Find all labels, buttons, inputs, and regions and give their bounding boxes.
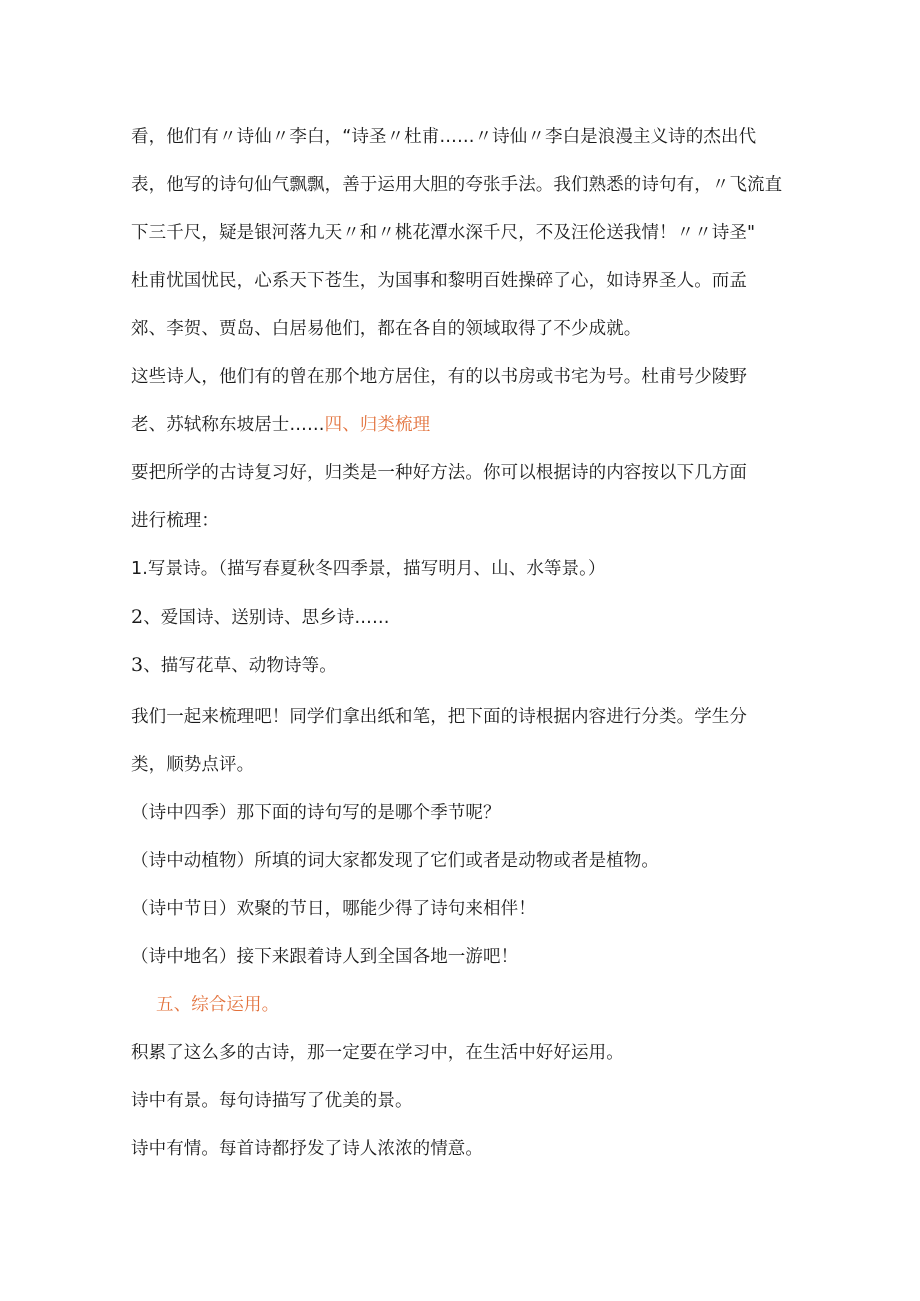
list-text: 、爱国诗、送别诗、思乡诗…… bbox=[143, 608, 390, 628]
text-line: 下三千尺，疑是银河落九天〃和〃桃花潭水深千尺，不及汪伦送我情！〃〃诗圣" bbox=[131, 223, 756, 243]
text-line: 这些诗人，他们有的曾在那个地方居住，有的以书房或书宅为号。杜甫号少陵野 bbox=[131, 367, 747, 387]
text-line: 积累了这么多的古诗，那一定要在学习中，在生活中好好运用。 bbox=[131, 1043, 624, 1063]
text-line: 诗中有情。每首诗都抒发了诗人浓浓的情意。 bbox=[131, 1139, 483, 1159]
category-item: （诗中四季）那下面的诗句写的是哪个季节呢？ bbox=[131, 803, 501, 823]
text-line: 郊、李贺、贾岛、白居易他们，都在各自的领域取得了不少成就。 bbox=[131, 319, 642, 339]
list-number: 3 bbox=[131, 654, 144, 676]
list-text: 、描写花草、动物诗等。 bbox=[143, 656, 337, 676]
text-fragment: 老、苏轼称东坡居士…… bbox=[131, 415, 325, 435]
text-line: 看，他们有〃诗仙〃李白，“诗圣〃杜甫……〃诗仙〃李白是浪漫主义诗的杰出代 bbox=[131, 127, 757, 147]
list-item bbox=[131, 557, 606, 581]
section-heading-4: 四、归类梳理 bbox=[324, 415, 431, 435]
category-item: （诗中节日）欢聚的节日，哪能少得了诗句来相伴！ bbox=[131, 899, 536, 919]
text-line: 表，他写的诗句仙气飘飘，善于运用大胆的夸张手法。我们熟悉的诗句有，〃飞流直 bbox=[131, 175, 783, 195]
list-text: 写景诗。（描写春夏秋冬四季景，描写明月、山、水等景。） bbox=[147, 559, 606, 579]
text-line: 类，顺势点评。 bbox=[131, 755, 255, 775]
category-item: （诗中地名）接下来跟着诗人到全国各地一游吧！ bbox=[131, 947, 519, 967]
text-line: 进行梳理： bbox=[131, 511, 219, 531]
list-item bbox=[131, 653, 337, 678]
text-line bbox=[131, 413, 430, 437]
list-number: 1. bbox=[131, 559, 148, 579]
text-line: 我们一起来梳理吧！同学们拿出纸和笔，把下面的诗根据内容进行分类。学生分 bbox=[131, 707, 747, 727]
list-item bbox=[131, 605, 390, 630]
category-item: （诗中动植物）所填的词大家都发现了它们或者是动物或者是植物。 bbox=[131, 851, 659, 871]
section-heading-5: 五、综合运用。 bbox=[156, 995, 280, 1015]
text-line: 要把所学的古诗复习好，归类是一种好方法。你可以根据诗的内容按以下几方面 bbox=[131, 463, 747, 483]
text-line: 诗中有景。每句诗描写了优美的景。 bbox=[131, 1091, 413, 1111]
list-number: 2 bbox=[131, 606, 144, 628]
text-line: 杜甫忧国忧民，心系天下苍生，为国事和黎明百姓操碎了心，如诗界圣人。而孟 bbox=[131, 271, 747, 291]
